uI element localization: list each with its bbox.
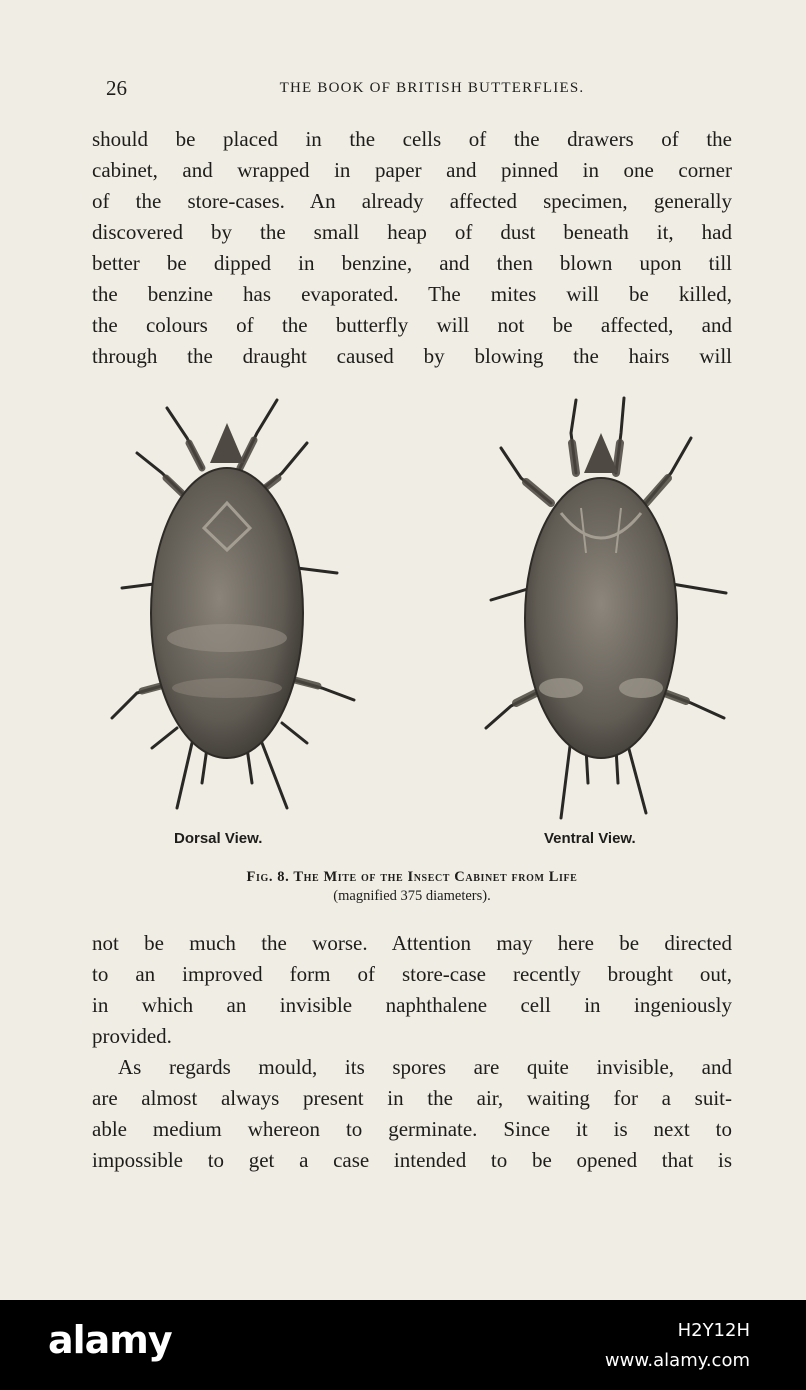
text-line: the benzine has evaporated. The mites will be killed,	[92, 282, 732, 306]
dorsal-view-label: Dorsal View.	[174, 830, 263, 847]
text-line: As regards mould, its spores are quite invisible, and	[118, 1055, 732, 1079]
mite-figure	[80, 388, 740, 828]
dorsal-mite-illustration	[92, 388, 362, 828]
running-title: THE BOOK OF BRITISH BUTTERFLIES.	[279, 80, 585, 96]
text-line: through the draught caused by blowing the hairs will	[92, 344, 732, 368]
ventral-mite-illustration	[476, 388, 736, 828]
text-line: provided.	[92, 1024, 172, 1048]
alamy-logo: alamy	[48, 1318, 172, 1362]
text-line: of the store-cases. An already affected specimen, generally	[92, 189, 732, 213]
body-text-top	[92, 124, 732, 372]
site-url: www.alamy.com	[604, 1350, 750, 1371]
text-line: to an improved form of store-case recently brought out,	[92, 962, 732, 986]
text-line: able medium whereon to germinate. Since it is next to	[92, 1117, 732, 1141]
text-line: cabinet, and wrapped in paper and pinned in one corner	[92, 158, 732, 182]
figure-caption-title: Fig. 8. The Mite of the Insect Cabinet from Life	[246, 869, 578, 885]
text-line: in which an invisible naphthalene cell in ingeniously	[92, 993, 732, 1017]
text-line: should be placed in the cells of the drawers of the	[92, 127, 732, 151]
text-line: impossible to get a case intended to be opened that is	[92, 1148, 732, 1172]
figure-caption	[92, 869, 732, 905]
text-line: are almost always present in the air, waiting for a suit-	[92, 1086, 732, 1110]
text-line: better be dipped in benzine, and then blown upon till	[92, 251, 732, 275]
page-number: 26	[106, 76, 127, 100]
text-line: discovered by the small heap of dust beneath it, had	[92, 220, 732, 244]
text-line: not be much the worse. Attention may here be directed	[92, 931, 732, 955]
page-header	[92, 76, 732, 106]
figure-caption-sub: (magnified 375 diameters).	[333, 888, 491, 904]
watermark-bar	[0, 1300, 806, 1390]
text-line: the colours of the butterfly will not be affected, and	[92, 313, 732, 337]
ventral-view-label: Ventral View.	[544, 830, 636, 847]
body-text-bottom	[92, 928, 732, 1176]
stock-id: H2Y12H	[677, 1320, 750, 1341]
